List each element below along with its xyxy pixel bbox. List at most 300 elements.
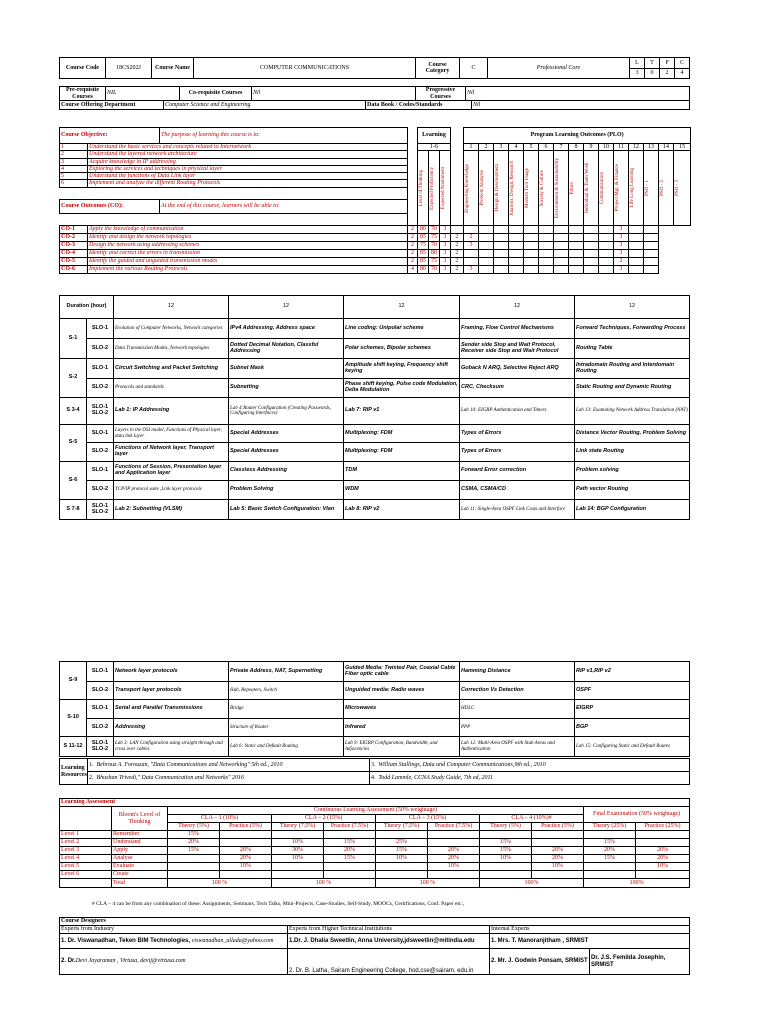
topic-cell: Lab 10: EIGRP Authentication and Timers	[460, 398, 575, 425]
co-plo-value	[509, 225, 524, 233]
blooms-level: Level 2	[60, 839, 112, 847]
plo-head: Project Mgt. & Finance	[615, 164, 620, 212]
blooms-level: Level 6	[60, 871, 112, 879]
blooms-name: Remember	[112, 831, 168, 839]
slo-label: SLO-1 SLO-2	[87, 737, 114, 757]
plo-head: Individual & Team Work	[585, 163, 590, 214]
co-plo-value	[494, 249, 509, 257]
internal-expert: 1. Mrs. T. Manoranjitham , SRMIST	[490, 934, 690, 949]
assessment-value: 20%	[636, 847, 690, 855]
co-text: Implement the various Routing Protocols	[88, 265, 408, 273]
co-plo-value	[584, 225, 599, 233]
co-plo-value	[569, 225, 584, 233]
assessment-value: 10%	[480, 855, 532, 863]
co-plo-value	[509, 241, 524, 249]
topic-cell: Types of Errors	[460, 443, 575, 462]
databook-label: Data Book / Codes/Standards	[366, 101, 472, 110]
category-type: Professional Core	[488, 58, 630, 79]
topic-cell: Multiplexing: FDM	[344, 443, 460, 462]
topic-cell: Dotted Decimal Notation, Classful Addressing	[229, 339, 344, 359]
session-label: S-2	[60, 359, 87, 398]
co-att: 70	[429, 241, 440, 249]
co-plo-value: 3	[440, 233, 451, 241]
topic-cell: BGP	[575, 719, 690, 737]
co-plo-value	[599, 233, 614, 241]
topic-cell: Functions of Session, Presentation layer and Application layer	[114, 462, 229, 481]
topic-cell: Framing, Flow Control Mechanisms	[460, 319, 575, 339]
topic-cell: RIP v1,RIP v2	[575, 662, 690, 682]
co-plo-value	[599, 257, 614, 265]
assessment-value	[480, 871, 532, 879]
topic-cell: Lab 11: Single-Area OSPF Link Costs and Interface	[460, 500, 575, 520]
plo-number: 2	[479, 144, 494, 151]
co-plo-value	[509, 233, 524, 241]
assessment-subhead: Theory (5%)	[168, 823, 220, 831]
resource-number: 1.	[88, 759, 96, 772]
assessment-value	[428, 839, 480, 847]
plo-number: 11	[614, 144, 629, 151]
co-number: CO-4	[60, 249, 88, 257]
topic-cell: EIGRP	[575, 700, 690, 719]
co-plo-value	[584, 233, 599, 241]
course-category: C	[460, 58, 488, 79]
cla-head: CLA – 2 (15%)	[272, 815, 376, 823]
total-value: 100%	[480, 879, 584, 888]
databook-value: Nil	[472, 101, 690, 110]
prereq-value: NIL	[106, 87, 180, 101]
designers-head: Internal Experts	[490, 926, 690, 934]
co-plo-value	[629, 257, 644, 265]
resource-text: Behrouz A. Forouzan, "Data Communications and Networking" 5th ed., 2010	[96, 759, 370, 772]
assessment-value: 15%	[584, 855, 636, 863]
blooms-name: Analyse	[112, 855, 168, 863]
plo-head: Environment & Sustainability	[555, 158, 560, 219]
slo-label: SLO-1	[87, 319, 114, 339]
total-value: 100%	[584, 879, 690, 888]
designers-head: Experts from Higher Technical Institutions	[288, 926, 490, 934]
final-label: Final Examination (50% weightage)	[584, 807, 690, 823]
assessment-value: 20%	[636, 855, 690, 863]
plo-number: 1	[464, 144, 479, 151]
co-plo-value	[524, 225, 539, 233]
plo-label: Program Learning Outcomes (PLO)	[464, 128, 691, 144]
co-plo-value	[644, 249, 659, 257]
plo-number: 6	[539, 144, 554, 151]
slo-label: SLO-1 SLO-2	[87, 500, 114, 520]
progressive-label: Progressive Courses	[416, 87, 466, 101]
assessment-value	[220, 871, 272, 879]
slo-label: SLO-1	[87, 425, 114, 443]
co-prof: 80	[418, 265, 429, 273]
duration-hours: 12	[344, 296, 460, 319]
plo-number: 15	[674, 144, 691, 151]
assessment-subhead: Practice (5%)	[532, 823, 584, 831]
co-att: 80	[429, 249, 440, 257]
assessment-value	[636, 839, 690, 847]
blooms-name: Evaluate	[112, 863, 168, 871]
assessment-value: 20%	[428, 847, 480, 855]
plo-head: Problem Analysis	[480, 170, 485, 206]
topic-cell: HDLC	[460, 700, 575, 719]
topic-cell: Multiplexing: FDM	[344, 425, 460, 443]
topic-cell: TCP/IP protocol suite ,Link layer protocols	[114, 481, 229, 500]
co-plo-value	[524, 241, 539, 249]
co-plo-value	[494, 265, 509, 273]
coreq-value: Nil	[252, 87, 416, 101]
co-plo-value	[494, 233, 509, 241]
industry-number: 1.	[61, 937, 67, 944]
topic-cell: Forward Techniques, Forwarding Process	[575, 319, 690, 339]
blooms-name: Apply	[112, 847, 168, 855]
learning-resources-table	[59, 758, 690, 785]
blooms-level: Level 3	[60, 847, 112, 855]
session-label: S 11-12	[60, 737, 87, 757]
session-label: S 3-4	[60, 398, 87, 425]
session-label: S-9	[60, 662, 87, 700]
assessment-value: 25%	[376, 839, 428, 847]
plo-head: Design & Development	[495, 164, 500, 212]
topic-cell: IPv4 Addressing, Address space	[229, 319, 344, 339]
objective-number: 2	[60, 151, 88, 158]
co-plo-value	[584, 249, 599, 257]
co-text: Identify the guided and unguided transmission modes	[88, 257, 408, 265]
session-label: S-6	[60, 462, 87, 500]
co-plo-value: 2	[451, 265, 464, 273]
duration-hours: 12	[229, 296, 344, 319]
assessment-subhead: Theory (25%)	[584, 823, 636, 831]
internal-expert: 2. Mr. J. Godwin Ponsam, SRMIST	[490, 949, 590, 975]
co-plo-value	[509, 249, 524, 257]
assessment-value	[480, 831, 532, 839]
plo-head: Ethics	[570, 181, 575, 195]
total-value: 100 %	[168, 879, 272, 888]
plo-head: Analysis, Design, Research	[510, 160, 515, 216]
co-number: CO-3	[60, 241, 88, 249]
co-plo-value	[509, 265, 524, 273]
co-text: Design the network using addressing schemes	[88, 241, 408, 249]
co-plo-value	[644, 225, 659, 233]
topic-cell: Lab 6: Static and Default Routing	[229, 737, 344, 757]
schedule-table-2	[59, 661, 690, 757]
assessment-value	[168, 855, 220, 863]
assessment-title: Learning Assessment	[60, 799, 690, 807]
co-plo-value	[539, 225, 554, 233]
assessment-value	[636, 871, 690, 879]
ltpc-value: 2	[660, 69, 675, 79]
assessment-value: 15%	[324, 839, 376, 847]
topic-cell: Line coding: Unipolar scheme	[344, 319, 460, 339]
assessment-value: 10%	[376, 855, 428, 863]
topic-cell: Correction Vs Detection	[460, 682, 575, 700]
plo-number: 3	[494, 144, 509, 151]
co-prof: 80	[418, 225, 429, 233]
topic-cell: Lab 12: Multi-Area OSPF with Stub Areas and Authentication	[460, 737, 575, 757]
co-plo-value	[554, 265, 569, 273]
co-plo-value: 2	[451, 233, 464, 241]
topic-cell: Lab 2: Subnetting (VLSM)	[114, 500, 229, 520]
co-plo-value	[479, 249, 494, 257]
assessment-value: 15%	[480, 839, 532, 847]
objective-text: Exploring the services and techniques in physical layer	[88, 165, 408, 172]
topic-cell: OSPF	[575, 682, 690, 700]
co-plo-value: 3	[440, 257, 451, 265]
objective-label: Course Objective:	[60, 128, 160, 144]
ltpc-label: L	[630, 58, 645, 69]
slo-label: SLO-1 SLO-2	[87, 398, 114, 425]
co-plo-value	[464, 257, 479, 265]
learning-label: Learning	[418, 128, 451, 144]
assessment-value: 15%	[584, 839, 636, 847]
assessment-value	[532, 839, 584, 847]
topic-cell: Subnet Mask	[229, 359, 344, 379]
co-plo-value	[554, 249, 569, 257]
co-plo-value	[599, 225, 614, 233]
objectives-table	[59, 127, 691, 274]
outcomes-label: Course Outcomes (CO):	[60, 199, 160, 213]
cla-head: CLA – 1 (10%)	[168, 815, 272, 823]
blooms-level: Level 4	[60, 855, 112, 863]
objective-intro: The purpose of learning this course is to:	[160, 128, 408, 144]
slo-label: SLO-1	[87, 462, 114, 481]
blooms-label: Bloom's Level of Thinking	[112, 807, 168, 831]
resource-number: 4.	[370, 772, 378, 785]
topic-cell: Bridge	[229, 700, 344, 719]
assessment-value: 10%	[272, 839, 324, 847]
topic-cell: Sender side Stop and Wait Protocol, Receiver side Stop and Wait Protocol	[460, 339, 575, 359]
co-plo-value	[494, 241, 509, 249]
co-plo-value	[599, 241, 614, 249]
co-plo-value	[644, 257, 659, 265]
duration-label: Duration (hour)	[60, 296, 114, 319]
course-name-label: Course Name	[152, 58, 194, 79]
co-plo-value	[569, 249, 584, 257]
session-label: S-1	[60, 319, 87, 359]
topic-cell: Lab 13: Examining Network Address Translation (NAT)	[575, 398, 690, 425]
plo-number: 4	[509, 144, 524, 151]
assessment-subhead: Theory (7.5%)	[272, 823, 324, 831]
topic-cell: WDM	[344, 481, 460, 500]
slo-label: SLO-1	[87, 359, 114, 379]
co-plo-value	[584, 257, 599, 265]
course-designers-table	[59, 917, 690, 975]
cla-head: CLA – 3 (15%)	[376, 815, 480, 823]
topic-cell: PPP	[460, 719, 575, 737]
topic-cell: Types of Errors	[460, 425, 575, 443]
co-plo-value: 3	[440, 225, 451, 233]
objective-text: Implement and analyze the different Routing Protocols	[88, 180, 408, 187]
co-text: Apply the knowledge of communication	[88, 225, 408, 233]
assessment-value	[272, 863, 324, 871]
total-value: 100 %	[272, 879, 376, 888]
plo-head: Life Long Learning	[630, 168, 635, 208]
topic-cell: Network layer protocols	[114, 662, 229, 682]
blooms-name: Create	[112, 871, 168, 879]
assessment-value	[324, 863, 376, 871]
slo-label: SLO-2	[87, 719, 114, 737]
plo-head: Society & Culture	[540, 169, 545, 207]
topic-cell: TDM	[344, 462, 460, 481]
cla-head: CLA – 4 (10%)#	[480, 815, 584, 823]
slo-label: SLO-1	[87, 700, 114, 719]
co-plo-value: 3	[440, 265, 451, 273]
prereq-label: Pre-requisite Courses	[60, 87, 106, 101]
assessment-value: 10%	[532, 863, 584, 871]
course-name: COMPUTER COMMUNICATIONS	[194, 58, 416, 79]
co-plo-value	[464, 249, 479, 257]
plo-head: Communication	[600, 171, 605, 205]
ltpc-label: C	[675, 58, 690, 69]
industry-expert: Dr.	[67, 958, 76, 965]
assessment-subhead: Practice (7.5%)	[428, 823, 480, 831]
duration-hours: 12	[575, 296, 690, 319]
topic-cell: Lab 5: Basic Switch Configuration: Vlan	[229, 500, 344, 520]
plo-head: PSO - 1	[645, 180, 650, 196]
assessment-value	[272, 871, 324, 879]
course-code-label: Course Code	[60, 58, 106, 79]
topic-cell: Path vector Routing	[575, 481, 690, 500]
assessment-value: 10%	[220, 863, 272, 871]
co-plo-value: 2	[451, 241, 464, 249]
learning-range: 1-6	[418, 144, 451, 151]
resources-label: Learning Resources	[60, 759, 88, 785]
resource-number: 3.	[370, 759, 378, 772]
co-plo-value: 2	[451, 249, 464, 257]
co-number: CO-5	[60, 257, 88, 265]
assessment-value	[324, 831, 376, 839]
assessment-value: 20%	[220, 847, 272, 855]
topic-cell: Layers in the OSI model, Functions of Physical layer, data link layer	[114, 425, 229, 443]
topic-cell: Intradomain Routing and Interdomain Routing	[575, 359, 690, 379]
blooms-name: Understand	[112, 839, 168, 847]
slo-label: SLO-2	[87, 379, 114, 398]
co-plo-value	[539, 265, 554, 273]
co-prof: 85	[418, 233, 429, 241]
objective-number: 5	[60, 173, 88, 180]
topic-cell: Lab 3: LAN Configuration using straight through and cross over cables	[114, 737, 229, 757]
co-plo-value	[509, 257, 524, 265]
topic-cell: Microwaves	[344, 700, 460, 719]
assessment-value: 20%	[584, 847, 636, 855]
assessment-value	[532, 871, 584, 879]
total-value: 100 %	[376, 879, 480, 888]
topic-cell: CRC, Checksum	[460, 379, 575, 398]
schedule-table-1	[59, 295, 690, 520]
assessment-value: 20%	[168, 839, 220, 847]
ltpc-value: 0	[645, 69, 660, 79]
objective-number: 1	[60, 144, 88, 151]
assessment-value: 15%	[168, 847, 220, 855]
ltpc-label: P	[660, 58, 675, 69]
co-plo-value	[599, 265, 614, 273]
session-label: S-5	[60, 425, 87, 462]
industry-number: 2.	[61, 958, 67, 965]
assessment-value	[584, 871, 636, 879]
topic-cell: Lab 9: EIGRP Configuration, Bandwidth, and Adjacencies	[344, 737, 460, 757]
dept-label: Course Offering Department	[60, 101, 164, 110]
topic-cell: Classless Addressing	[229, 462, 344, 481]
co-plo-value	[569, 257, 584, 265]
topic-cell: Circuit Switching and Packet Switching	[114, 359, 229, 379]
co-plo-value: 3	[464, 265, 479, 273]
co-plo-value	[479, 257, 494, 265]
course-code: 18CS202J	[106, 58, 152, 79]
co-plo-value	[524, 257, 539, 265]
learning-head: Expected Proficiency	[430, 166, 435, 210]
plo-number: 13	[644, 144, 659, 151]
co-plo-value	[539, 257, 554, 265]
co-plo-value: 2	[614, 257, 629, 265]
topic-cell: Special Addresses	[229, 425, 344, 443]
co-lvl: 4	[408, 265, 418, 273]
coreq-label: Co-requisite Courses	[180, 87, 252, 101]
assessment-value: 10%	[428, 863, 480, 871]
assessment-value	[584, 831, 636, 839]
slo-label: SLO-2	[87, 481, 114, 500]
industry-expert: Dr. Viswanadhan, Teken BIM Technologies,	[67, 937, 191, 944]
assessment-value: 15%	[480, 847, 532, 855]
co-att: 70	[429, 225, 440, 233]
plo-head: PSO - 2	[660, 180, 665, 196]
co-plo-value: 3	[614, 225, 629, 233]
topic-cell: Serial and Parallel Transmissions	[114, 700, 229, 719]
assessment-value	[220, 831, 272, 839]
topic-cell: Lab 4:Router Configuration (Creating Passwords, Configuring Interfaces)	[229, 398, 344, 425]
objective-text: Understand the basic services and concepts related to Internetwork	[88, 144, 408, 151]
slo-label: SLO-2	[87, 339, 114, 359]
prerequisite-table	[59, 86, 690, 101]
slo-label: SLO-2	[87, 682, 114, 700]
co-plo-value	[569, 241, 584, 249]
progressive-value: Nil	[466, 87, 690, 101]
co-plo-value	[539, 241, 554, 249]
plo-number: 7	[554, 144, 569, 151]
resource-text: Todd Lammle, CCNA Study Guide, 7th ed, 2011	[378, 772, 690, 785]
co-plo-value	[584, 265, 599, 273]
objective-text: Understand the layered network architecture	[88, 151, 408, 158]
session-label: S-10	[60, 700, 87, 737]
continuous-label: Continuous Learning Assessment (50% weightage)	[168, 807, 584, 815]
co-plo-value	[644, 241, 659, 249]
resource-text: Bhushan Trivedi," Data Communication and Networks" 2016	[96, 772, 370, 785]
co-att: 75	[429, 257, 440, 265]
co-plo-value: 2	[451, 257, 464, 265]
assessment-value	[376, 831, 428, 839]
blooms-level: Level 1	[60, 831, 112, 839]
topic-cell: Hamming Distance	[460, 662, 575, 682]
assessment-value	[480, 863, 532, 871]
institution-expert: 1.Dr. J. Dhalia Sweetlin, Anna University,jdsweetlin@mitindia.edu	[288, 934, 490, 949]
co-number: CO-6	[60, 265, 88, 273]
assessment-value	[376, 871, 428, 879]
topic-cell: Lab 15: Configuring Static and Default Routes	[575, 737, 690, 757]
topic-cell: Lab 14: BGP Configuration	[575, 500, 690, 520]
topic-cell: Problem Solving	[229, 481, 344, 500]
topic-cell: Link state Routing	[575, 443, 690, 462]
assessment-value: 30%	[272, 847, 324, 855]
plo-number: 5	[524, 144, 539, 151]
assessment-value	[168, 871, 220, 879]
assessment-value	[584, 863, 636, 871]
assessment-subhead: Practice (5%)	[220, 823, 272, 831]
co-att: 70	[429, 265, 440, 273]
assessment-value: 15%	[324, 855, 376, 863]
plo-number: 8	[569, 144, 584, 151]
co-plo-value	[479, 233, 494, 241]
assessment-value	[636, 831, 690, 839]
assessment-value	[324, 871, 376, 879]
learning-head: Level of Thinking	[419, 169, 424, 207]
topic-cell: Lab 8: RIP v2	[344, 500, 460, 520]
